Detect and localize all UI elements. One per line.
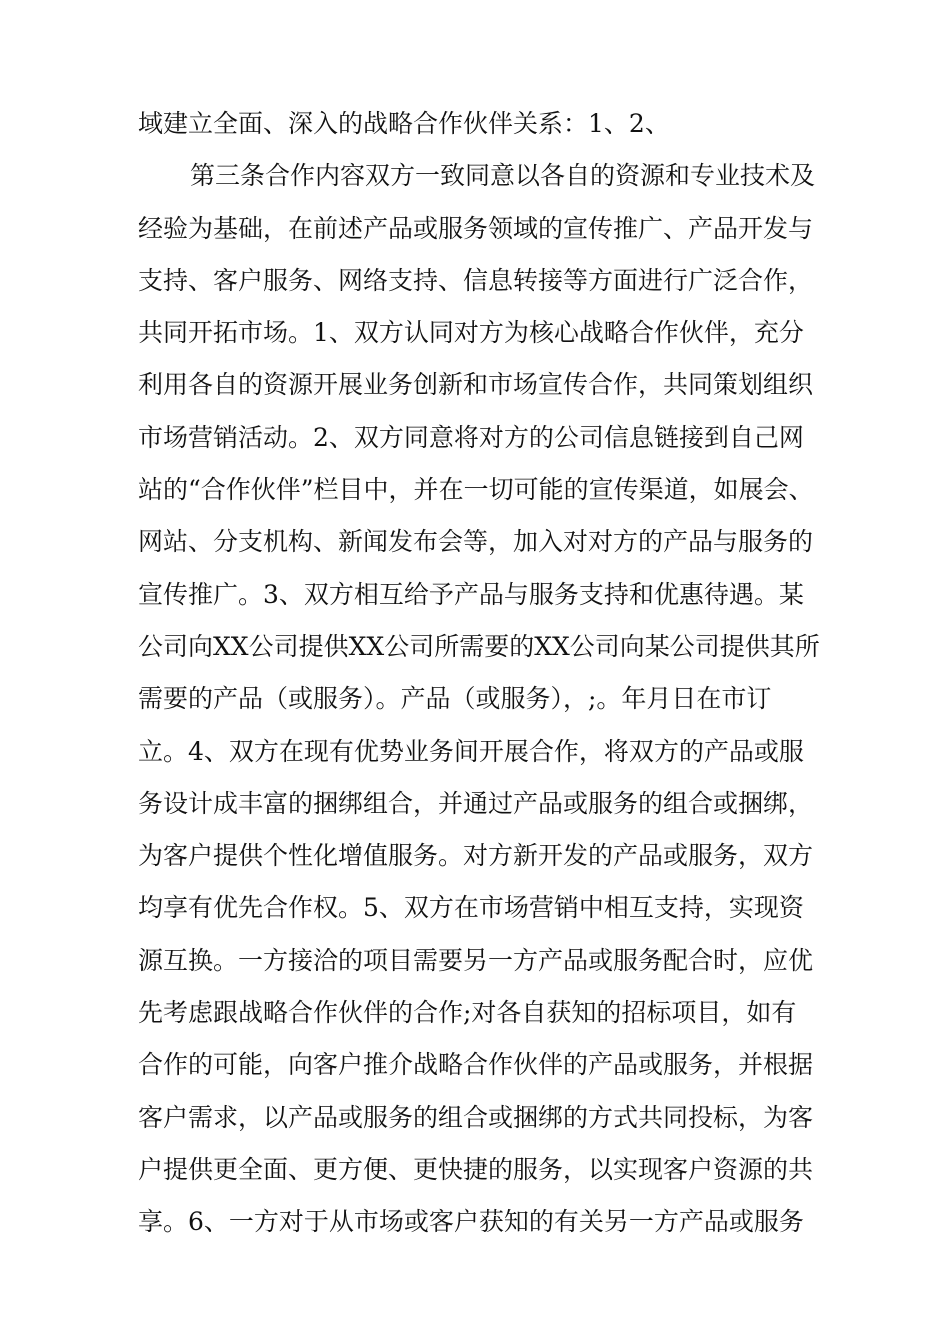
text-line: 公司向XX公司提供XX公司所需要的XX公司向某公司提供其所 bbox=[138, 631, 820, 661]
text-line: 为客户提供个性化增值服务。对方新开发的产品或服务，双方 bbox=[138, 841, 814, 871]
body-text bbox=[138, 98, 850, 1249]
text-line: 共同开拓市场。1、双方认同对方为核心战略合作伙伴，充分 bbox=[138, 318, 804, 348]
text-line: 享。6、一方对于从市场或客户获知的有关另一方产品或服务 bbox=[138, 1207, 804, 1237]
text-line-indented: 第三条合作内容双方一致同意以各自的资源和专业技术及 bbox=[190, 161, 816, 191]
text-line: 户提供更全面、更方便、更快捷的服务，以实现客户资源的共 bbox=[138, 1154, 814, 1184]
text-line: 务设计成丰富的捆绑组合，并通过产品或服务的组合或捆绑， bbox=[138, 788, 814, 818]
text-line: 合作的可能，向客户推介战略合作伙伴的产品或服务，并根据 bbox=[138, 1050, 814, 1080]
text-line: 源互换。一方接洽的项目需要另一方产品或服务配合时，应优 bbox=[138, 945, 814, 975]
text-line: 需要的产品（或服务）。产品（或服务），;。年月日在市订 bbox=[138, 684, 772, 714]
text-line: 利用各自的资源开展业务创新和市场宣传合作，共同策划组织 bbox=[138, 370, 814, 400]
text-line: 市场营销活动。2、双方同意将对方的公司信息链接到自己网 bbox=[138, 422, 804, 452]
text-line: 站的“合作伙伴”栏目中，并在一切可能的宣传渠道，如展会、 bbox=[138, 475, 814, 505]
text-line: 支持、客户服务、网络支持、信息转接等方面进行广泛合作， bbox=[138, 265, 814, 295]
text-line: 客户需求，以产品或服务的组合或捆绑的方式共同投标，为客 bbox=[138, 1102, 814, 1132]
text-line: 立。4、双方在现有优势业务间开展合作，将双方的产品或服 bbox=[138, 736, 804, 766]
text-line: 均享有优先合作权。5、双方在市场营销中相互支持，实现资 bbox=[138, 893, 804, 923]
text-line: 域建立全面、深入的战略合作伙伴关系：1、2、 bbox=[138, 109, 670, 138]
text-line: 先考虑跟战略合作伙伴的合作;对各自获知的招标项目，如有 bbox=[138, 998, 797, 1028]
text-line: 宣传推广。3、双方相互给予产品与服务支持和优惠待遇。某 bbox=[138, 579, 804, 609]
text-line: 网站、分支机构、新闻发布会等，加入对对方的产品与服务的 bbox=[138, 527, 814, 557]
text-line: 经验为基础，在前述产品或服务领域的宣传推广、产品开发与 bbox=[138, 213, 814, 243]
